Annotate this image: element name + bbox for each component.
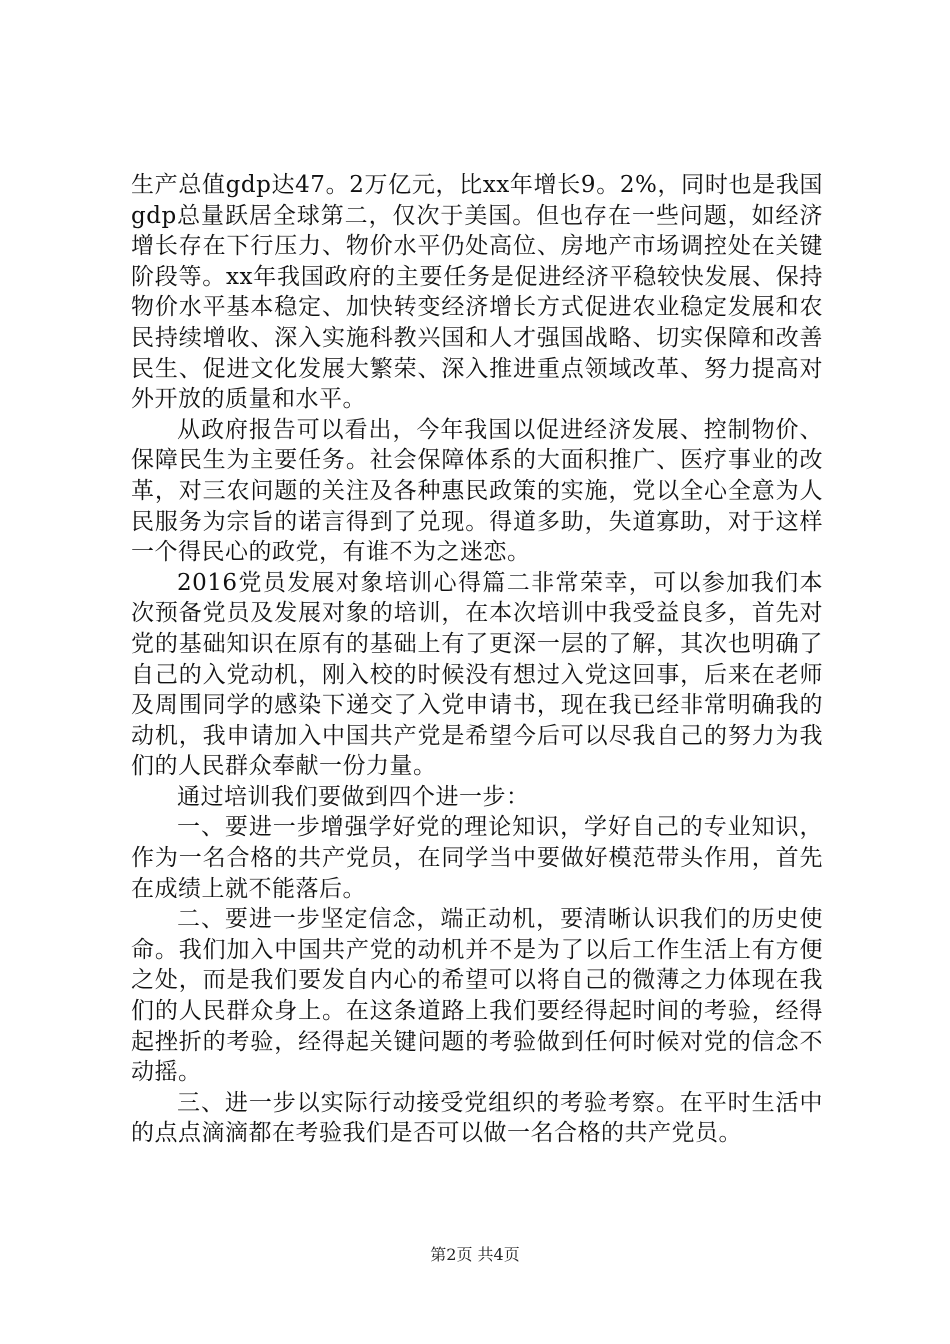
document-body <box>131 170 823 1149</box>
paragraph-1: 生产总值gdp达47。2万亿元，比xx年增长9。2%，同时也是我国gdp总量跃居全球第二，仅次于美国。但也存在一些问题，如经济增长存在下行压力、物价水平仍处高位、房地产市场调控处在关键阶段等。xx年我国政府的主要任务是促进经济平稳较快发展、保持物价水平基本稳定、加快转变经济增长方式促进农业稳定发展和农民持续增收、深入实施科教兴国和人才强国战略、切实保障和改善民生、促进文化发展大繁荣、深入推进重点领域改革、努力提高对外开放的质量和水平。 <box>131 172 823 413</box>
paragraph-4: 通过培训我们要做到四个进一步： <box>177 783 530 810</box>
paragraph-6: 二、要进一步坚定信念，端正动机，要清晰认识我们的历史使命。我们加入中国共产党的动机并不是为了以后工作生活上有方便之处，而是我们要发自内心的希望可以将自己的微薄之力体现在我们的人民群众身上。在这条道路上我们要经得起时间的考验，经得起挫折的考验，经得起关键问题的考验做到任何时候对党的信念不动摇。 <box>131 906 823 1086</box>
paragraph-5: 一、要进一步增强学好党的理论知识，学好自己的专业知识，作为一名合格的共产党员，在同学当中要做好模范带头作用，首先在成绩上就不能落后。 <box>131 814 823 902</box>
paragraph-3: 2016党员发展对象培训心得篇二非常荣幸，可以参加我们本次预备党员及发展对象的培训，在本次培训中我受益良多，首先对党的基础知识在原有的基础上有了更深一层的了解，其次也明确了自己的入党动机，刚入校的时候没有想过入党这回事，后来在老师及周围同学的感染下递交了入党申请书，现在我已经非常明确我的动机，我申请加入中国共产党是希望今后可以尽我自己的努力为我们的人民群众奉献一份力量。 <box>131 569 823 780</box>
paragraph-2: 从政府报告可以看出，今年我国以促进经济发展、控制物价、保障民生为主要任务。社会保障体系的大面积推广、医疗事业的改革，对三农问题的关注及各种惠民政策的实施，党以全心全意为人民服务为宗旨的诺言得到了兑现。得道多助，失道寡助，对于这样一个得民心的政党，有谁不为之迷恋。 <box>131 416 823 566</box>
page-number-footer: 第2页 共4页 <box>430 1245 520 1264</box>
paragraph-7: 三、进一步以实际行动接受党组织的考验考察。在平时生活中的点点滴滴都在考验我们是否可以做一名合格的共产党员。 <box>131 1089 823 1147</box>
